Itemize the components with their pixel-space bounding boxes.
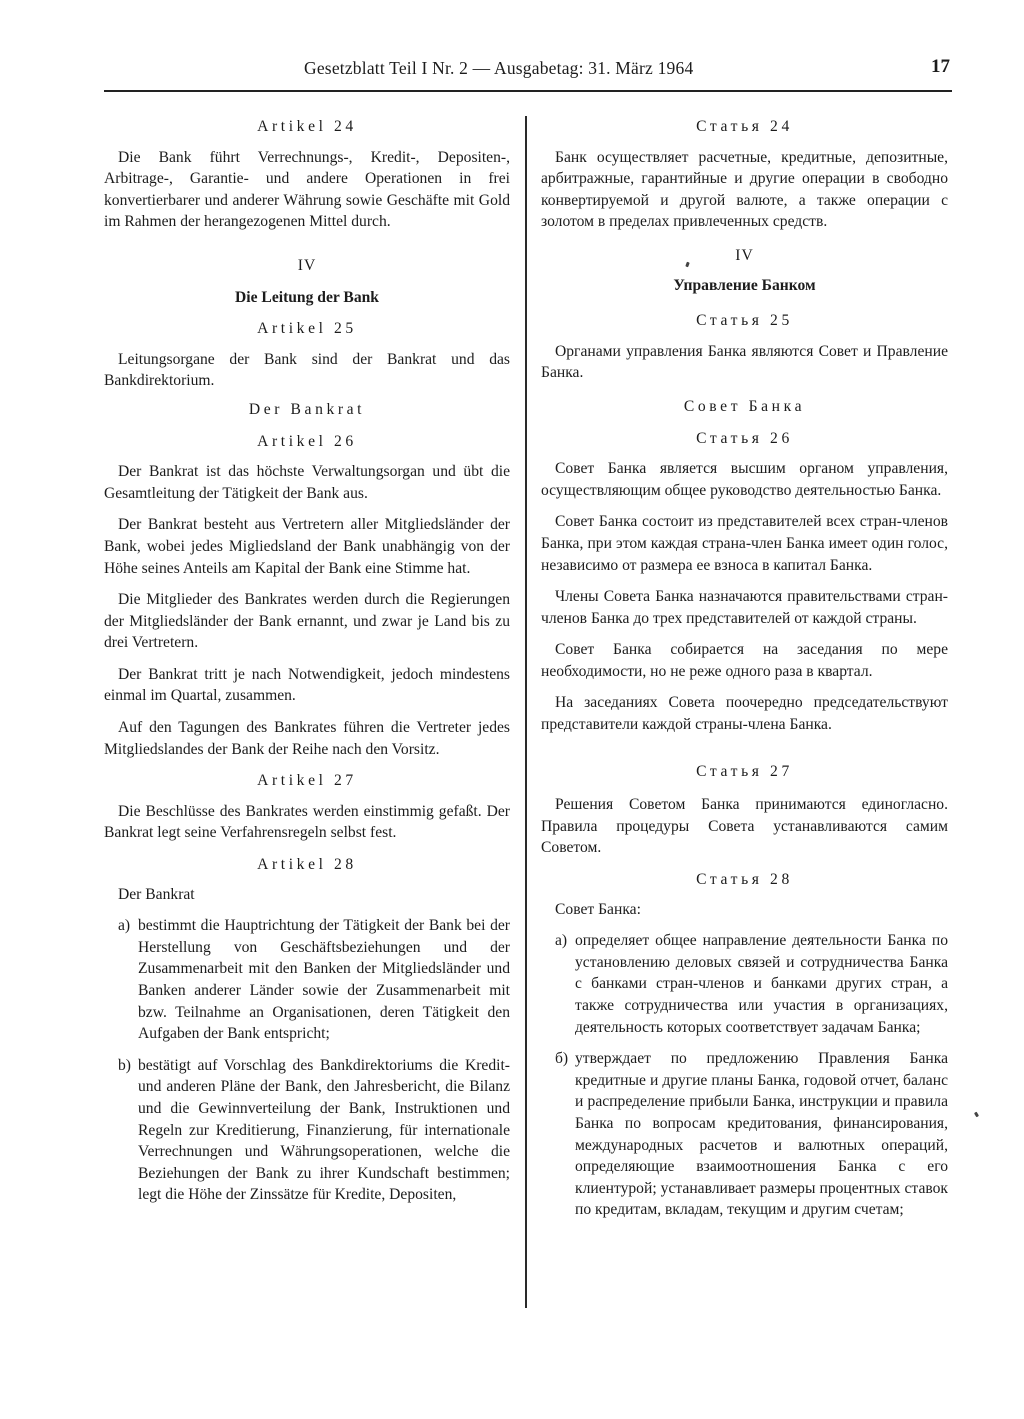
article-28-heading: Artikel 28 [257,856,357,874]
section-title: Управление Банком [673,276,816,294]
article-26-paragraph-4: Der Bankrat tritt je nach Notwendigkeit, jedoch mindestens einmal im Quartal, zusammen. [104,665,510,705]
russian-column [541,108,948,1221]
article-26-paragraph-3: Die Mitglieder des Bankrates werden durch die Regierungen der Mitgliedsländer der Bank ernannt, und zwar je Land bis zu drei Vertretern. [104,591,510,652]
article-27-heading: Статья 27 [696,762,793,780]
article-25-heading: Статья 25 [696,312,793,330]
article-28-intro: Der Bankrat [118,885,195,903]
article-26-heading: Artikel 26 [257,432,357,450]
scan-speck [974,1112,979,1118]
german-column [104,108,510,1206]
article-24-heading: Статья 24 [696,118,793,135]
column-divider [525,116,527,1308]
section-title: Die Leitung der Bank [235,288,379,306]
article-27-text: Решения Советом Банка принимаются единогласно. Правила процедуры Совета устанавливаются самим Советом. [541,796,948,857]
article-26-paragraph-1: Der Bankrat ist das höchste Verwaltungsorgan und übt die Gesamtleitung der Tätigkeit der Bank aus. [104,463,510,502]
article-27-text: Die Beschlüsse des Bankrates werden einstimmig gefaßt. Der Bankrat legt seine Verfahrensregeln selbst fest. [104,802,510,842]
item-a-marker: а) [555,932,568,950]
council-heading: Совет Банка [683,397,806,415]
item-a-text: определяет общее направление деятельности Банка по установлению деловых связей и сотрудничества Банка с банками стран-членов и банками других стран, а также сотрудничества или участия в организациях, деятельность которых соответствует задачам Банка; [575,932,948,1036]
article-24-text: Банк осуществляет расчетные, кредитные, депозитные, арбитражные, гарантийные и другие операции в свободно конвертируемой и другой валюте, а также операции с золотом в пределах привлеченных средств. [541,148,948,231]
item-b-text: bestätigt auf Vorschlag des Bankdirektoriums die Kredit- und anderen Pläne der Bank, den Jahresbericht, die Bilanz und die Gewinnverteilung der Bank, Instruktionen und Regeln zur Kreditierung, Finanzierung, für internationale Verrechnungen und Währungsoperationen, welche die Beziehungen der Bank zu ihrer Kundschaft bestimmen; legt die Höhe der Zinssätze für Kredite, Depositen, [138,1056,510,1204]
item-a-marker: a) [118,917,131,935]
section-number: IV [735,246,754,264]
article-26-paragraph-5: Auf den Tagungen des Bankrates führen die Vertreter jedes Mitgliedslandes der Bank der Reihe nach den Vorsitz. [104,719,510,758]
article-27-heading: Artikel 27 [257,772,357,790]
article-28-item-a [104,915,510,1045]
article-28-item-a [541,930,948,1038]
article-28-item-b [104,1055,510,1206]
article-26-paragraph-4: Совет Банка собирается на заседания по мере необходимости, но не реже одного раза в квартал. [541,641,948,680]
article-26-paragraph-2: Совет Банка состоит из представителей всех стран-членов Банка, при этом каждая страна-член Банка имеет один голос, независимо от размера ее взноса в капитал Банка. [541,513,948,574]
article-26-paragraph-2: Der Bankrat besteht aus Vertretern aller Mitgliedsländer der Bank, wobei jedes Migliedsland der Bank unabhängig von der Höhe seines Anteils am Kapital der Bank eine Stimme hat. [104,516,510,577]
article-25-text: Органами управления Банка являются Совет и Правление Банка. [541,342,948,382]
item-b-marker: b) [118,1056,131,1074]
item-b-text: утверждает по предложению Правления Банка кредитные и другие планы Банка, годовой отчет, баланс и распределение прибыли Банка, инструкции и правила Банка по вопросам кредитования, финансирования, международных расчетов и валютных операций, определяющие взаимоотношения Банка с его клиентурой; устанавливает размеры процентных ставок по кредитам, вкладам, текущим и другим счетам; [575,1050,948,1219]
article-26-paragraph-5: На заседаниях Совета поочередно председательствуют представители каждой страны-члена Банка. [541,694,948,734]
article-24-text: Die Bank führt Verrechnungs-, Kredit-, Depositen-, Arbitrage-, Garantie- und andere Operationen in frei konvertierbarer und anderer Währung sowie Geschäfte mit Gold im Rahmen der herangezogenen Mittel durch. [104,148,510,231]
article-24-heading: Artikel 24 [257,118,357,135]
article-25-text: Leitungsorgane der Bank sind der Bankrat und das Bankdirektorium. [104,350,510,390]
item-b-marker: б) [555,1050,569,1068]
section-number: IV [297,256,317,274]
article-28-heading: Статья 28 [696,871,793,889]
bankrat-heading: Der Bankrat [248,400,366,418]
article-26-paragraph-3: Члены Совета Банка назначаются правительствами стран-членов Банка до трех представителей от каждой страны. [541,588,948,627]
page-header [104,54,952,92]
article-28-intro: Совет Банка: [555,900,641,918]
article-28-item-b [541,1048,948,1221]
article-26-paragraph-1: Совет Банка является высшим органом управления, осуществляющим общее руководство деятельностью Банка. [541,460,948,499]
article-25-heading: Artikel 25 [257,320,357,338]
header-title: Gesetzblatt Teil I Nr. 2 — Ausgabetag: 31. März 1964 [304,58,694,78]
item-a-text: bestimmt die Hauptrichtung der Tätigkeit der Bank bei der Herstellung von Geschäftsbeziehungen und der Zusammenarbeit mit den Banken der Mitgliedsländer und Banken anderer Länder sowie der Zusammenarbeit mit bzw. Teilnahme an Organisationen, deren Tätigkeit den Aufgaben der Bank entspricht; [138,917,510,1043]
page-number: 17 [931,56,950,77]
article-26-heading: Статья 26 [696,429,793,447]
